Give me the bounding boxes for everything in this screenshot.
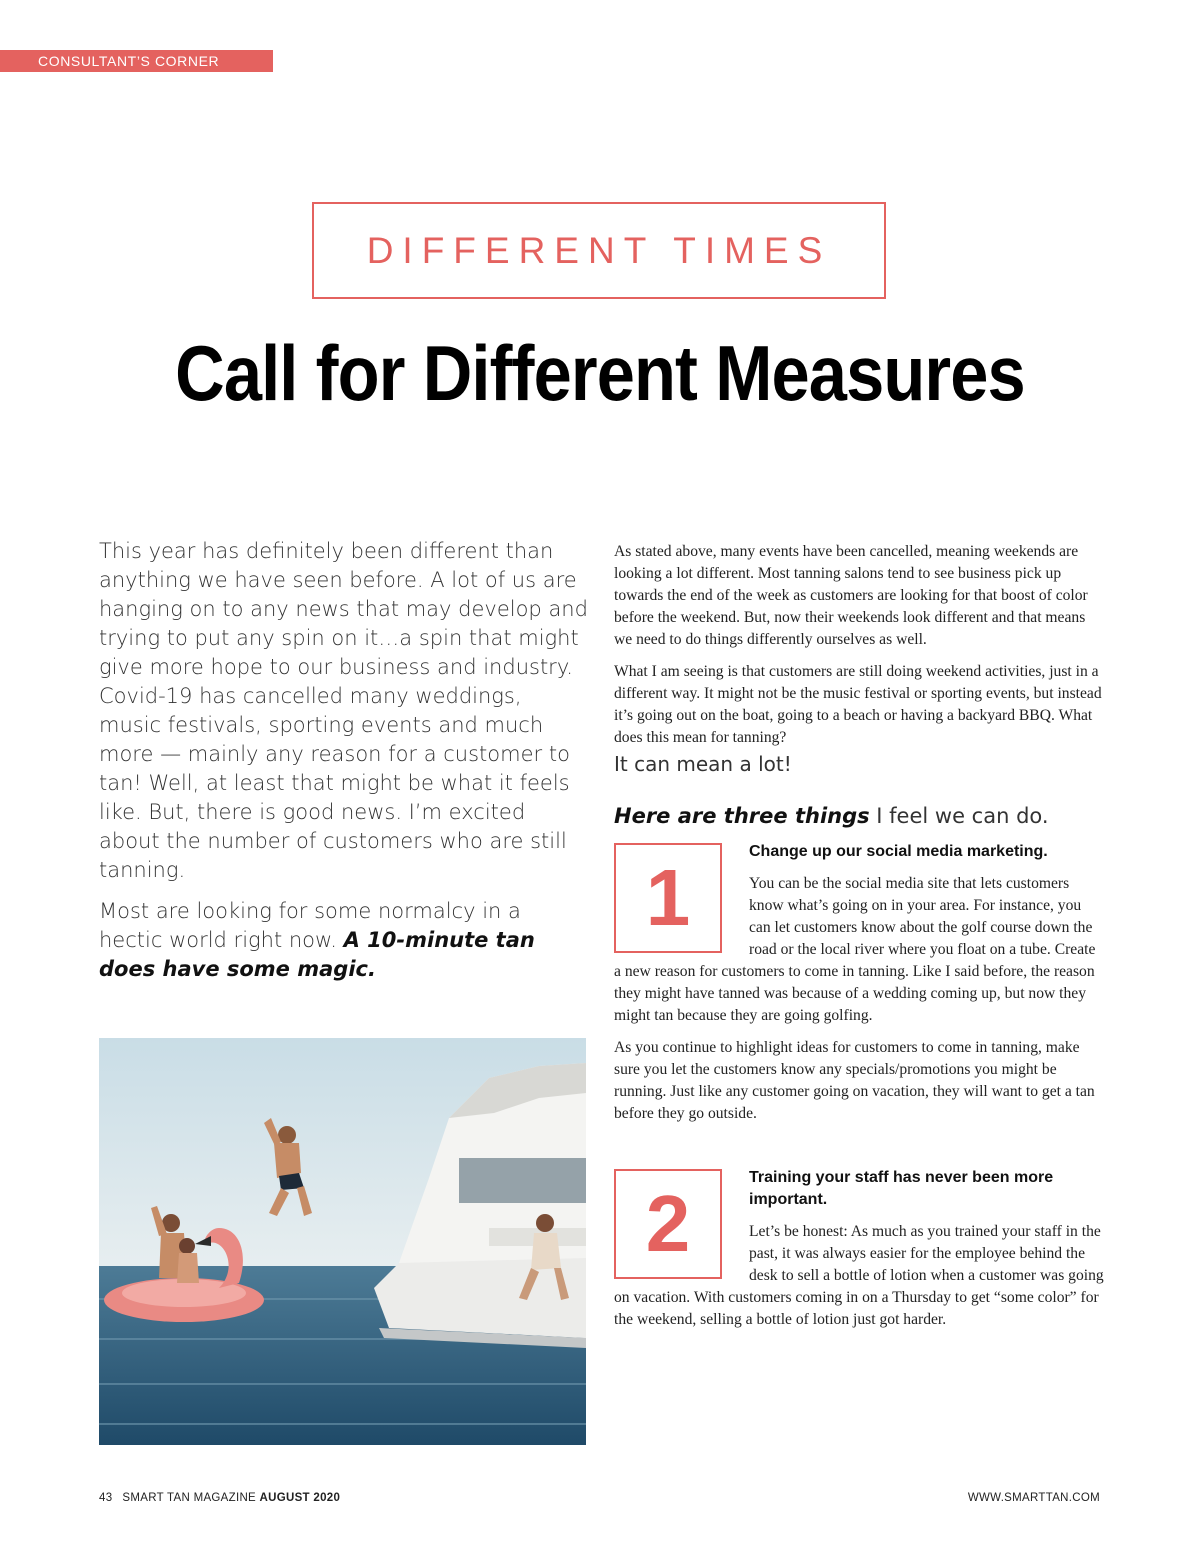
website-url: WWW.SMARTTAN.COM: [967, 1492, 1100, 1504]
left-column: [99, 537, 589, 996]
weekend-paragraph: What I am seeing is that customers are still doing weekend activities, just in a different way. It might not be the music festival or sporting events, but instead it’s going out on the boat, going to a beach or having a backyard BBQ. What does this mean for tanning?: [614, 663, 1102, 746]
tip-item-1: [614, 841, 1104, 1125]
section-tab-label: CONSULTANT’S CORNER: [38, 53, 220, 69]
three-things-emphasis: Here are three things: [614, 804, 870, 828]
section-tab: [0, 50, 273, 72]
can-mean-a-lot: It can mean a lot!: [614, 752, 792, 776]
tip-number-box: 2: [614, 1169, 722, 1279]
tip-body: Let’s be honest: As much as you trained your staff in the past, it was always easier for the employee behind the desk to sell a bottle of lotion when a customer was going on vacation. With customers coming in on a Thursday to get “some color” for the weekend, selling a bottle of lotion just got harder.: [614, 1223, 1104, 1328]
boat-photo-illustration: [99, 1038, 586, 1445]
tip-body: You can be the social media site that lets customers know what’s going on in your area. For instance, you can let customers know about the golf course down the road or the local river where you float on a tube. Create a new reason for customers to come in tanning. Like I said before, the reason they might have tanned was because of a wedding coming up, but now they might tan because they are going golfing.: [614, 875, 1096, 1024]
right-column: [614, 541, 1104, 1341]
article-headline: Call for Different Measures: [175, 329, 1025, 417]
footer-left: [99, 1492, 340, 1504]
events-paragraph: As stated above, many events have been cancelled, meaning weekends are looking a lot different. Most tanning salons tend to see business pick up towards the end of the week as customers are looking for that boost of color before the weekend. But, now their weekends look different and that means we need to do things differently ourselves as well.: [614, 543, 1088, 648]
normalcy-emphasis: A 10-minute tan does have some magic.: [99, 928, 535, 981]
boat-photo: [99, 1038, 586, 1445]
kicker-box: [312, 202, 886, 299]
tip-number-box: 1: [614, 843, 722, 953]
tip-heading: Training your staff has never been more important.: [749, 1169, 1054, 1208]
normalcy-text: Most are looking for some normalcy in a hectic world right now.: [99, 899, 521, 952]
tip-item-2: [614, 1167, 1104, 1331]
tip-body-continued: As you continue to highlight ideas for customers to come in tanning, make sure you let the customers know any specials/promotions you might be running. Just like any customer going on vacation, they will want to get a tan before they go outside.: [614, 1039, 1095, 1122]
tip-heading: Change up our social media marketing.: [749, 843, 1048, 860]
page-number: 43: [99, 1492, 113, 1504]
issue-date: AUGUST 2020: [259, 1492, 341, 1504]
normalcy-paragraph: [99, 897, 589, 984]
kicker-text: DIFFERENT TIMES: [366, 229, 832, 271]
intro-paragraph: This year has definitely been different than anything we have seen before. A lot of us are hanging on to any news that may develop and trying to put any spin on it…a spin that might give more hope to our business and industry. Covid-19 has cancelled many weddings, music festivals, sporting events and much more — mainly any reason for a customer to tan! Well, at least that might be what it feels like. But, there is good news. I’m excited about the number of customers who are still tanning.: [99, 539, 588, 882]
three-things-rest: I feel we can do.: [869, 804, 1049, 828]
three-things-intro: [614, 805, 1104, 827]
magazine-name: SMART TAN MAGAZINE: [122, 1492, 260, 1504]
